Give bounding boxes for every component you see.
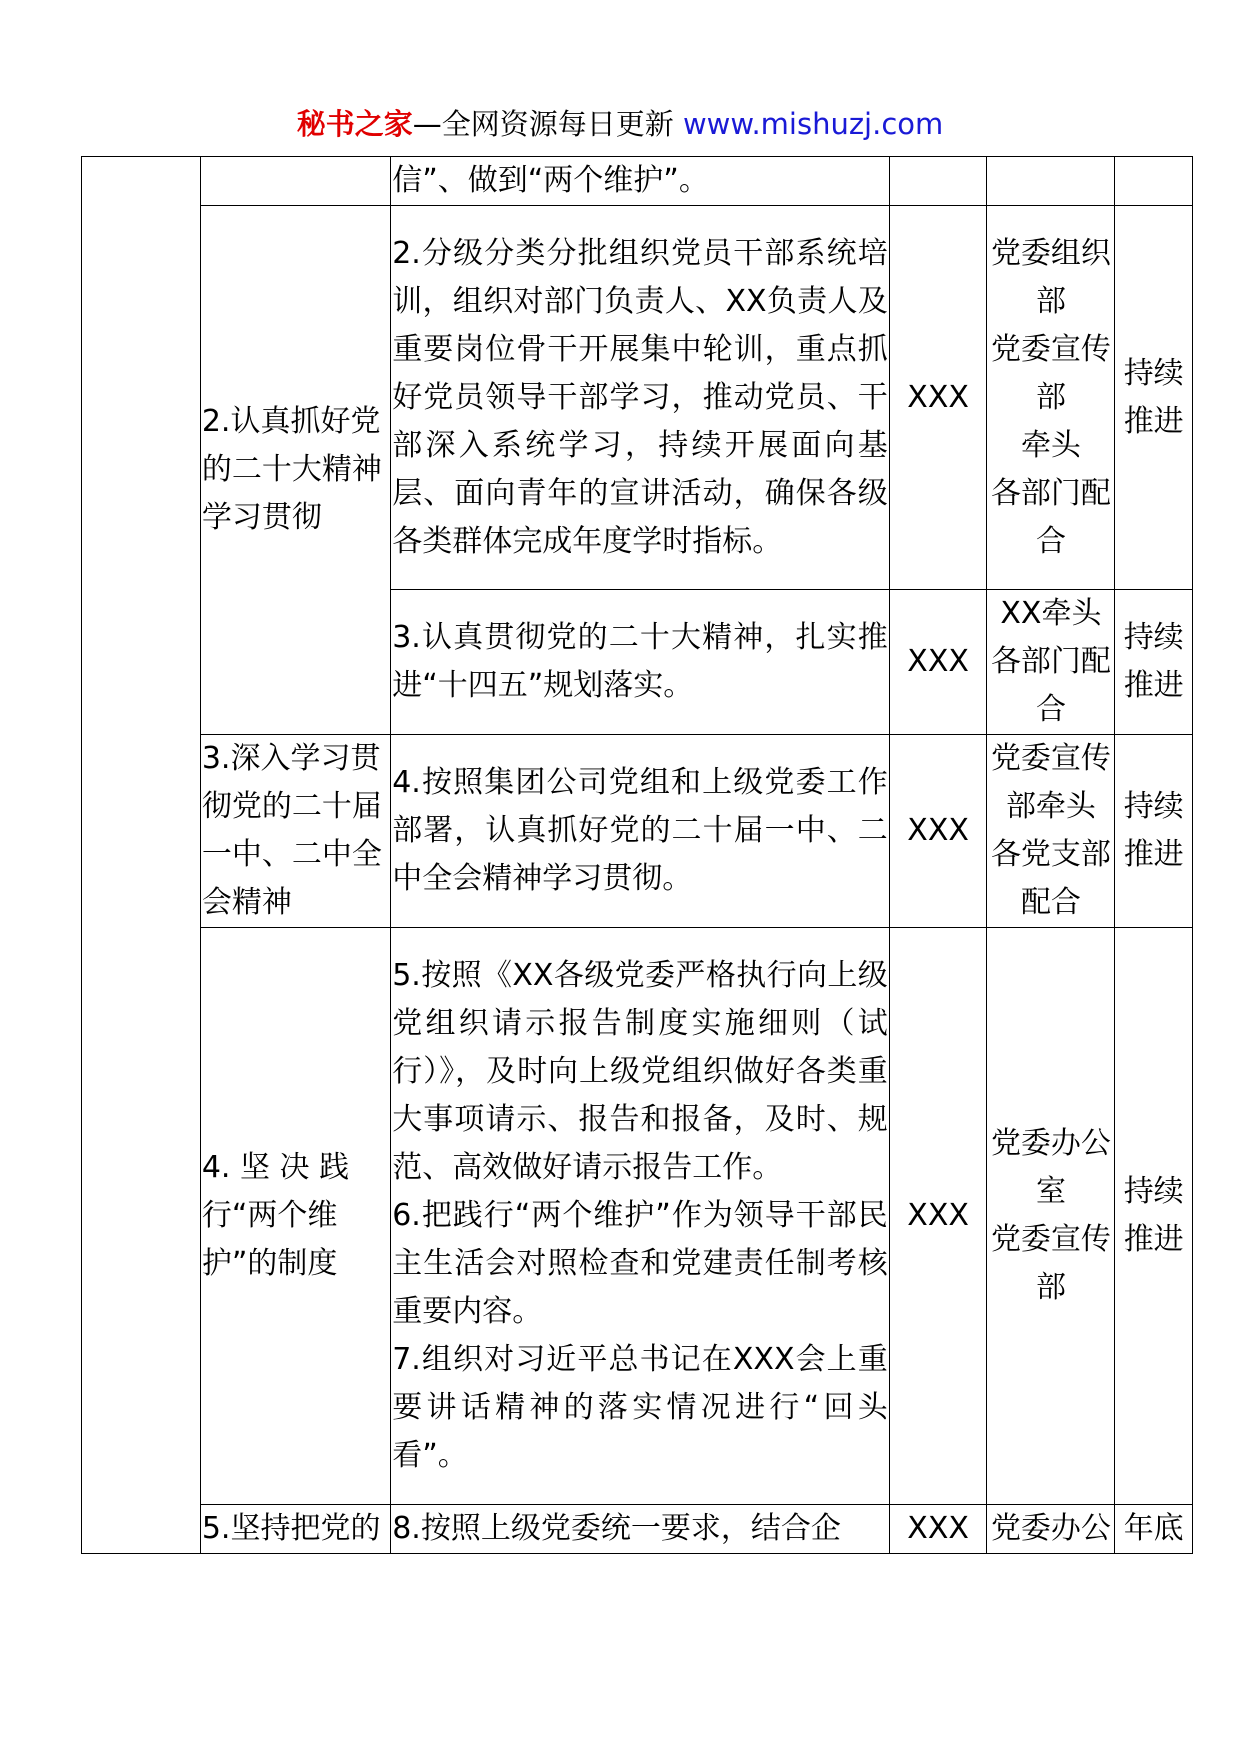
time-text: 持续推进 bbox=[1123, 789, 1184, 872]
content-cell bbox=[391, 206, 890, 590]
content-text: 7.组织对习近平总书记在XXX会上重要讲话精神的落实情况进行“回头看”。 bbox=[392, 1342, 888, 1473]
content-cell bbox=[391, 928, 890, 1505]
page-header bbox=[0, 104, 1240, 144]
time-text: 持续推进 bbox=[1123, 355, 1184, 439]
dept-cell bbox=[987, 1505, 1115, 1554]
owner-text: XXX bbox=[907, 1511, 969, 1546]
task-cell bbox=[200, 1505, 390, 1554]
time-cell bbox=[1115, 928, 1193, 1505]
owner-cell bbox=[889, 735, 987, 928]
task-cell bbox=[200, 928, 390, 1505]
table-row bbox=[82, 1505, 1193, 1554]
content-text: 6.把践行“两个维护”作为领导干部民主生活会对照检查和党建责任制考核重要内容。 bbox=[392, 1198, 888, 1329]
table-row bbox=[82, 206, 1193, 590]
dept-text: 牵头 bbox=[1020, 427, 1081, 463]
dept-text: 各党支部配合 bbox=[990, 837, 1111, 920]
task-text: 3.深入学习贯彻党的二十届一中、二中全会精神 bbox=[201, 741, 382, 920]
dept-text: 党委组织部 bbox=[990, 235, 1111, 319]
dept-text: 各部门配合 bbox=[990, 475, 1111, 559]
category-cell bbox=[82, 157, 201, 1554]
dept-text: 党委宣传部 bbox=[990, 1222, 1111, 1305]
task-cell bbox=[200, 735, 390, 928]
time-text: 持续推进 bbox=[1123, 1174, 1184, 1257]
time-cell bbox=[1115, 590, 1193, 735]
owner-text: XXX bbox=[907, 644, 969, 679]
dept-cell bbox=[987, 157, 1115, 206]
dept-text: 各部门配合 bbox=[990, 644, 1111, 727]
dept-cell bbox=[987, 206, 1115, 590]
work-plan-table bbox=[81, 156, 1193, 1554]
owner-cell bbox=[889, 157, 987, 206]
dept-text: 党委宣传部 bbox=[990, 331, 1111, 415]
time-cell bbox=[1115, 206, 1193, 590]
time-cell bbox=[1115, 157, 1193, 206]
owner-cell bbox=[889, 590, 987, 735]
dept-text: 党委办公 bbox=[990, 1511, 1111, 1546]
task-text: 2.认真抓好党的二十大精神学习贯彻 bbox=[201, 404, 382, 535]
content-text: 3.认真贯彻党的二十大精神，扎实推进“十四五”规划落实。 bbox=[392, 620, 888, 703]
content-cell bbox=[391, 157, 890, 206]
time-cell bbox=[1115, 1505, 1193, 1554]
owner-text: XXX bbox=[907, 379, 969, 415]
content-text: 8.按照上级党委统一要求，结合企 bbox=[392, 1511, 841, 1546]
content-text: 4.按照集团公司党组和上级党委工作部署，认真抓好党的二十届一中、二中全会精神学习贯彻。 bbox=[392, 765, 888, 896]
dept-text: 党委办公室 bbox=[990, 1126, 1111, 1209]
time-text: 年底 bbox=[1123, 1511, 1184, 1546]
site-url-link[interactable]: www.mishuzj.com bbox=[682, 107, 944, 141]
owner-cell bbox=[889, 928, 987, 1505]
task-cell bbox=[200, 157, 390, 206]
dept-text: XX牵头 bbox=[1000, 596, 1102, 631]
owner-text: XXX bbox=[907, 813, 969, 848]
content-text: 信”、做到“两个维护”。 bbox=[392, 163, 709, 198]
dept-cell bbox=[987, 928, 1115, 1505]
content-cell bbox=[391, 590, 890, 735]
task-text: 4. 坚 决 践 行“两个维护”的制度 bbox=[201, 1150, 350, 1281]
content-text: 5.按照《XX各级党委严格执行向上级党组织请示报告制度实施细则（试行）》，及时向上级党组织做好各类重大事项请示、报告和报备，及时、规范、高效做好请示报告工作。 bbox=[392, 958, 888, 1185]
dept-text: 党委宣传部牵头 bbox=[990, 741, 1111, 824]
dept-cell bbox=[987, 735, 1115, 928]
content-cell bbox=[391, 1505, 890, 1554]
time-cell bbox=[1115, 735, 1193, 928]
table-row bbox=[82, 928, 1193, 1505]
dept-cell bbox=[987, 590, 1115, 735]
table-row bbox=[82, 735, 1193, 928]
task-text: 5.坚持把党的 bbox=[201, 1511, 381, 1546]
owner-cell bbox=[889, 206, 987, 590]
content-cell bbox=[391, 735, 890, 928]
task-cell bbox=[200, 206, 390, 735]
content-text: 2.分级分类分批组织党员干部系统培训，组织对部门负责人、XX负责人及重要岗位骨干开展集中轮训，重点抓好党员领导干部学习，推动党员、干部深入系统学习，持续开展面向基层、面向青年的宣讲活动，确保各级各类群体完成年度学时指标。 bbox=[392, 235, 888, 559]
site-brand: 秘书之家 bbox=[296, 107, 413, 141]
owner-cell bbox=[889, 1505, 987, 1554]
site-tagline: —全网资源每日更新 bbox=[412, 107, 674, 141]
owner-text: XXX bbox=[907, 1198, 969, 1233]
time-text: 持续推进 bbox=[1123, 620, 1184, 703]
table-row bbox=[82, 157, 1193, 206]
